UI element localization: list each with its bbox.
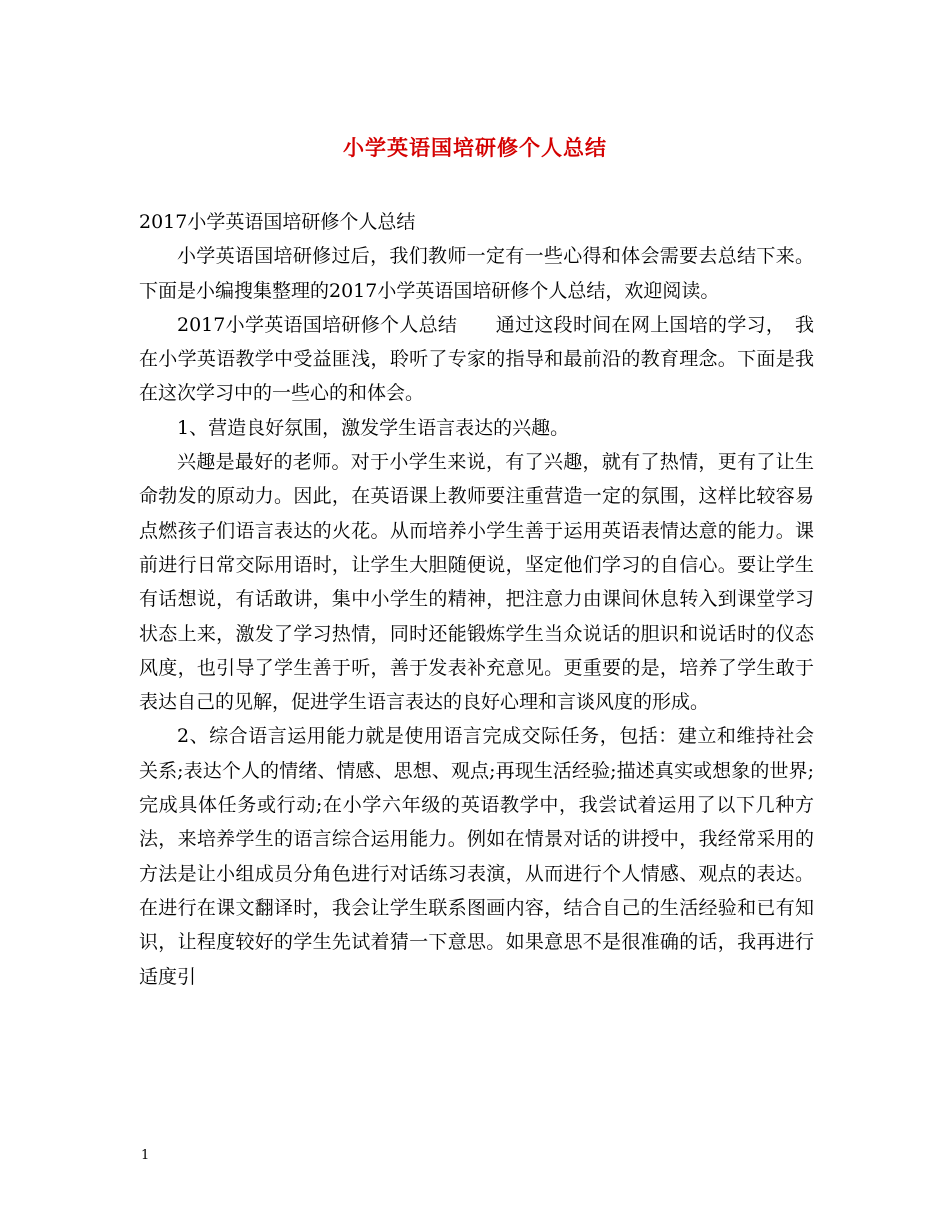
section-heading-2: 2、综合语言运用能力就是使用语言完成交际任务，包括：建立和维持社会关系;表达个人的情绪、情感、思想、观点;再现生活经验;描述真实或想象的世界;完成具体任务或行动;在小学六年级的英语教学中，我尝试着运用了以下几种方法，来培养学生的语言综合运用能力。例如在情景对话的讲授中，我经常采用的方法是让小组成员分角色进行对话练习表演，从而进行个人情感、观点的表达。在进行在课文翻译时，我会让学生联系图画内容，结合自己的生活经验和已有知识，让程度较好的学生先试着猜一下意思。如果意思不是很准确的话，我再进行适度引 — [139, 725, 814, 988]
paragraph: 2017小学英语国培研修个人总结 通过这段时间在网上国培的学习， 我在小学英语教学中受益匪浅，聆听了专家的指导和最前沿的教育理念。下面是我在这次学习中的一些心的和体会。 — [139, 313, 814, 405]
page-number: 1 — [141, 1148, 150, 1163]
document-body — [139, 205, 814, 994]
document-title: 小学英语国培研修个人总结 — [343, 135, 607, 160]
paragraph: 兴趣是最好的老师。对于小学生来说，有了兴趣，就有了热情，更有了让生命勃发的原动力。因此，在英语课上教师要注重营造一定的氛围，这样比较容易点燃孩子们语言表达的火花。从而培养小学生善于运用英语表情达意的能力。课前进行日常交际用语时，让学生大胆随便说，坚定他们学习的自信心。要让学生有话想说，有话敢讲，集中小学生的精神，把注意力由课间休息转入到课堂学习状态上来，激发了学习热情，同时还能锻炼学生当众说话的胆识和说话时的仪态风度，也引导了学生善于听，善于发表补充意见。更重要的是，培养了学生敢于表达自己的见解，促进学生语言表达的良好心理和言谈风度的形成。 — [139, 451, 814, 714]
subtitle-line: 2017小学英语国培研修个人总结 — [139, 211, 416, 233]
paragraph: 小学英语国培研修过后，我们教师一定有一些心得和体会需要去总结下来。下面是小编搜集整理的2017小学英语国培研修个人总结，欢迎阅读。 — [139, 245, 814, 302]
section-heading-1: 1、营造良好氛围，激发学生语言表达的兴趣。 — [177, 416, 570, 439]
